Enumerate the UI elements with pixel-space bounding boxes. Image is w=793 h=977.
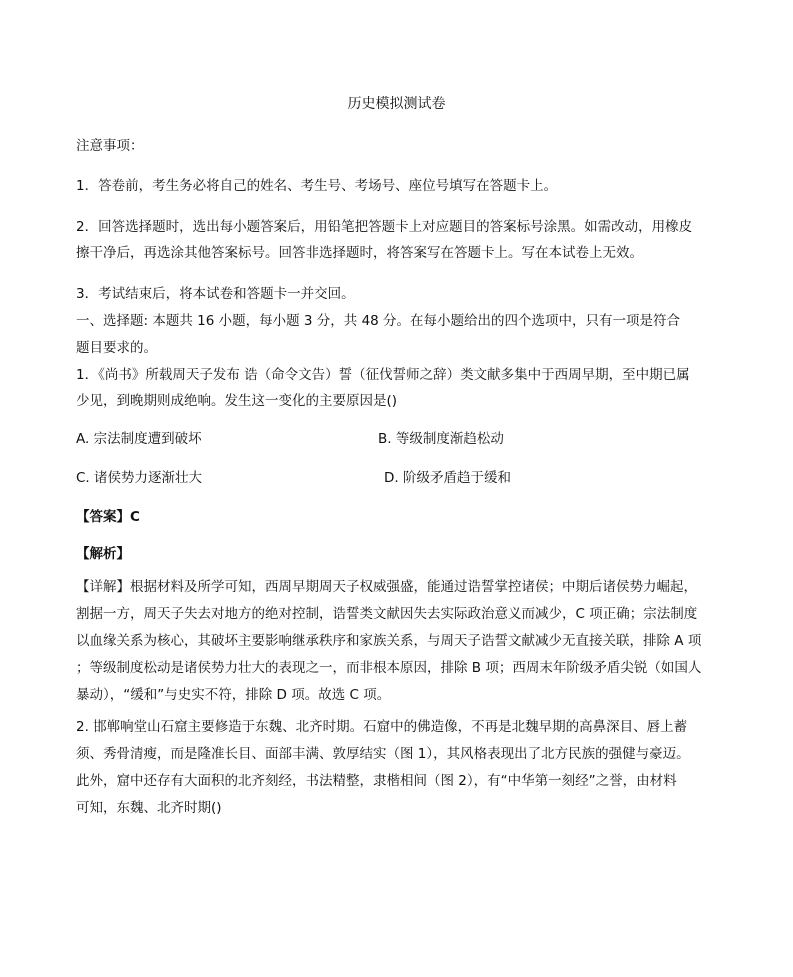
page-title: 历史模拟测试卷 bbox=[347, 96, 446, 112]
section-heading-cont: 题目要求的。 bbox=[76, 340, 157, 356]
question-2-stem: 此外，窟中还存有大面积的北齐刻经，书法精整，隶楷相间（图 2），有“中华第一刻经”之誉，由材料 bbox=[76, 773, 677, 789]
section-heading: 一、选择题: 本题共 16 小题，每小题 3 分，共 48 分。在每小题给出的四个选项中，只有一项是符合 bbox=[76, 313, 681, 329]
option-a: A. 宗法制度遭到破坏 bbox=[76, 431, 202, 447]
notice-heading: 注意事项： bbox=[76, 138, 144, 154]
analysis-text: ；等级制度松动是诸侯势力壮大的表现之一，而非根本原因，排除 B 项；西周末年阶级矛盾尖锐（如国人 bbox=[76, 660, 702, 676]
analysis-text: 割据一方，周天子失去对地方的绝对控制，诰誓类文献因失去实际政治意义而减少，C 项正确；宗法制度 bbox=[76, 606, 698, 622]
option-b: B. 等级制度渐趋松动 bbox=[378, 431, 504, 447]
question-2-stem: 须、秀骨清瘦，而是隆准长目、面部丰满、敦厚结实（图 1），其风格表现出了北方民族的强健与豪迈。 bbox=[76, 746, 690, 762]
answer-label: 【答案】C bbox=[76, 509, 140, 525]
notice-item: 擦干净后，再选涂其他答案标号。回答非选择题时，将答案写在答题卡上。写在本试卷上无效。 bbox=[76, 245, 643, 261]
notice-item: 3．考试结束后，将本试卷和答题卡一并交回。 bbox=[76, 286, 355, 302]
analysis-text: 以血缘关系为核心，其破坏主要影响继承秩序和家族关系，与周天子诰誓文献减少无直接关联，排除 A 项 bbox=[76, 633, 702, 649]
question-1-stem: 1．《尚书》所载周天子发布 诰（命令文告）誓（征伐誓师之辞）类文献多集中于西周早期，至中期已属 bbox=[76, 367, 690, 383]
option-c: C. 诸侯势力逐渐壮大 bbox=[76, 470, 203, 486]
option-d: D. 阶级矛盾趋于缓和 bbox=[384, 470, 511, 486]
notice-item: 2．回答选择题时，选出每小题答案后，用铅笔把答题卡上对应题目的答案标号涂黑。如需改动，用橡皮 bbox=[76, 219, 693, 235]
analysis-text: 【详解】根据材料及所学可知，西周早期周天子权威强盛，能通过诰誓掌控诸侯；中期后诸侯势力崛起， bbox=[76, 579, 697, 595]
analysis-label: 【解析】 bbox=[76, 546, 130, 562]
notice-item: 1．答卷前，考生务必将自己的姓名、考生号、考场号、座位号填写在答题卡上。 bbox=[76, 178, 558, 194]
question-2-stem: 2. 邯郸响堂山石窟主要修造于东魏、北齐时期。石窟中的佛造像，不再是北魏早期的高鼻深目、唇上蓄 bbox=[76, 719, 688, 735]
analysis-text: 暴动），“缓和”与史实不符，排除 D 项。故选 C 项。 bbox=[76, 687, 391, 703]
question-1-stem: 少见，到晚期则成绝响。发生这一变化的主要原因是() bbox=[76, 393, 398, 409]
question-2-stem: 可知，东魏、北齐时期() bbox=[76, 800, 222, 816]
